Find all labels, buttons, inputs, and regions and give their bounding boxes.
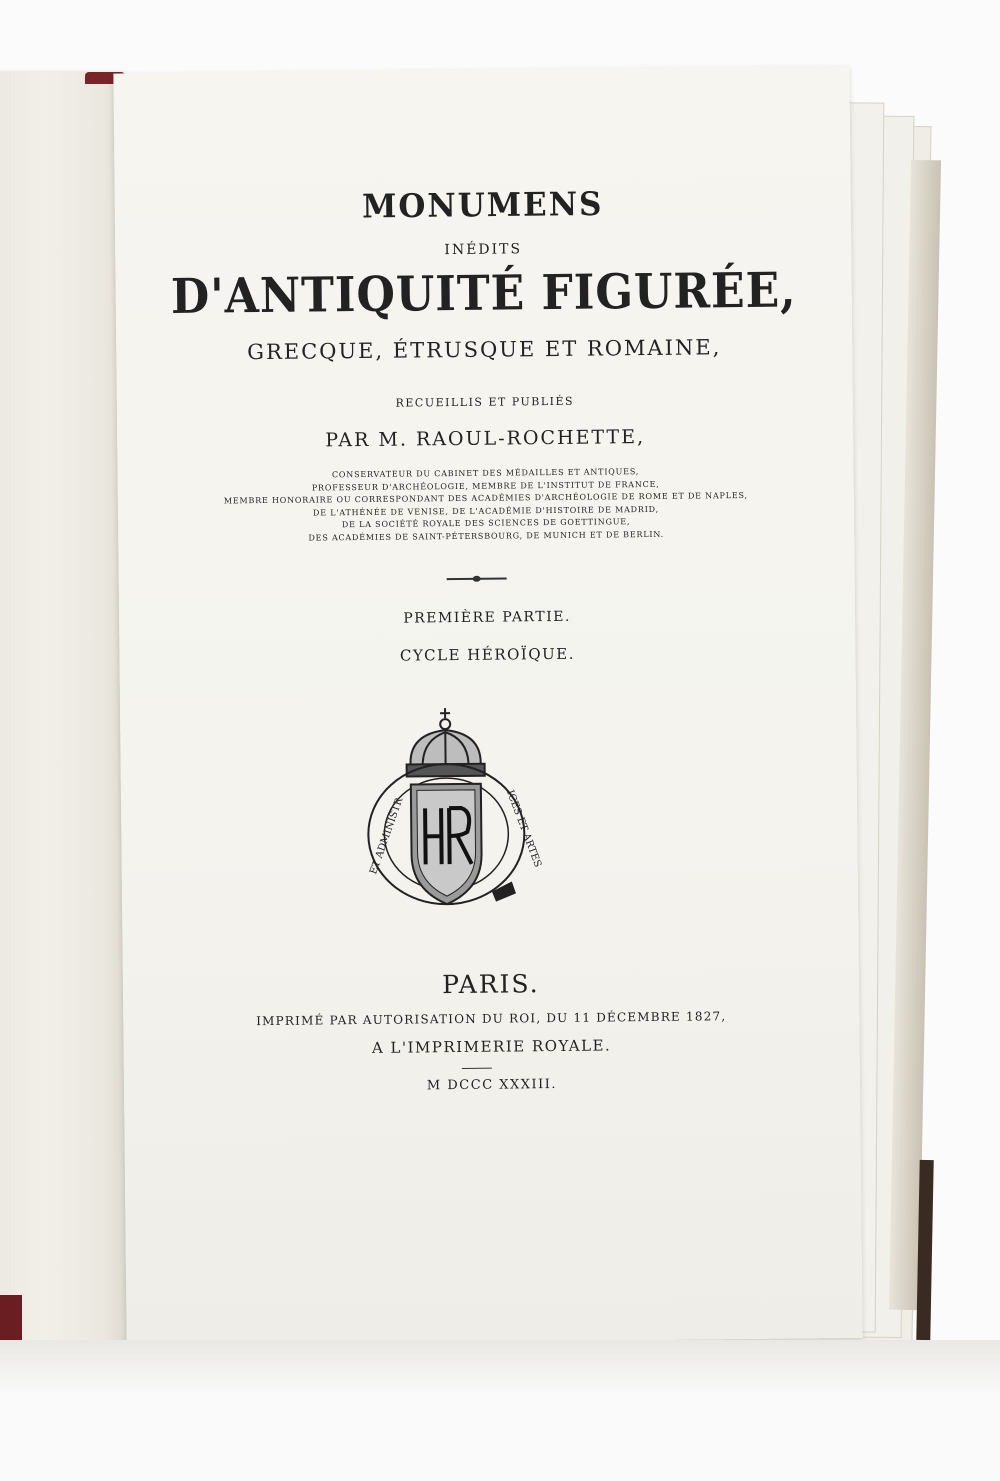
author-credits: [118, 464, 855, 547]
publication-year: M DCCC XXXIII.: [426, 1076, 558, 1094]
credit-line: DE L'ATHÉNÉE DE VENISE, DE L'ACADÉMIE D'HISTOIRE DE MADRID,: [312, 504, 659, 518]
subtitle: GRECQUE, ÉTRUSQUE ET ROMAINE,: [247, 335, 722, 365]
part-heading: PREMIÈRE PARTIE.: [403, 608, 571, 627]
credit-line: DES ACADÉMIES DE SAINT-PÉTERSBOURG, DE MUNICH ET DE BERLIN.: [308, 529, 665, 543]
author-line: PAR M. RAOUL-ROCHETTE,: [325, 426, 646, 452]
printer-line: A L'IMPRIMERIE ROYALE.: [371, 1036, 612, 1057]
crest-right-motto: ICES ET ARTES: [504, 788, 544, 869]
credit-line: DE LA SOCIÉTÉ ROYALE DES SCIENCES DE GOETTINGUE,: [341, 517, 631, 530]
ornamental-rule: [447, 577, 507, 580]
royal-crest-icon: [360, 703, 544, 925]
city: PARIS.: [442, 969, 540, 1000]
title-page-content: [113, 66, 849, 1094]
short-rule: [462, 1068, 492, 1069]
title-line-2: INÉDITS: [444, 241, 523, 259]
title-line-1: MONUMENS: [361, 185, 604, 226]
cycle-heading: CYCLE HÉROÏQUE.: [399, 644, 576, 665]
credit-line: MEMBRE HONORAIRE OU CORRESPONDANT DES ACADÉMIES D'ARCHÉOLOGIE DE ROME ET DE NAPLES,: [223, 491, 748, 506]
title-page-paper: [113, 66, 862, 1346]
title-page: [13, 65, 902, 1346]
main-title: D'ANTIQUITÉ FIGURÉE,: [170, 262, 797, 325]
imprint-line: IMPRIMÉ PAR AUTORISATION DU ROI, DU 11 DÉCEMBRE 1827,: [256, 1009, 727, 1029]
credit-line: CONSERVATEUR DU CABINET DES MÉDAILLES ET ANTIQUES,: [331, 467, 640, 480]
collected-line: RECUEILLIS ET PUBLIÉS: [395, 394, 575, 410]
crest-left-motto: ET ADMINISTR: [368, 796, 406, 876]
cover-board-edge: [916, 1160, 933, 1340]
table-surface: [0, 1340, 1000, 1481]
credit-line: PROFESSEUR D'ARCHÉOLOGIE, MEMBRE DE L'INSTITUT DE FRANCE,: [311, 479, 660, 493]
